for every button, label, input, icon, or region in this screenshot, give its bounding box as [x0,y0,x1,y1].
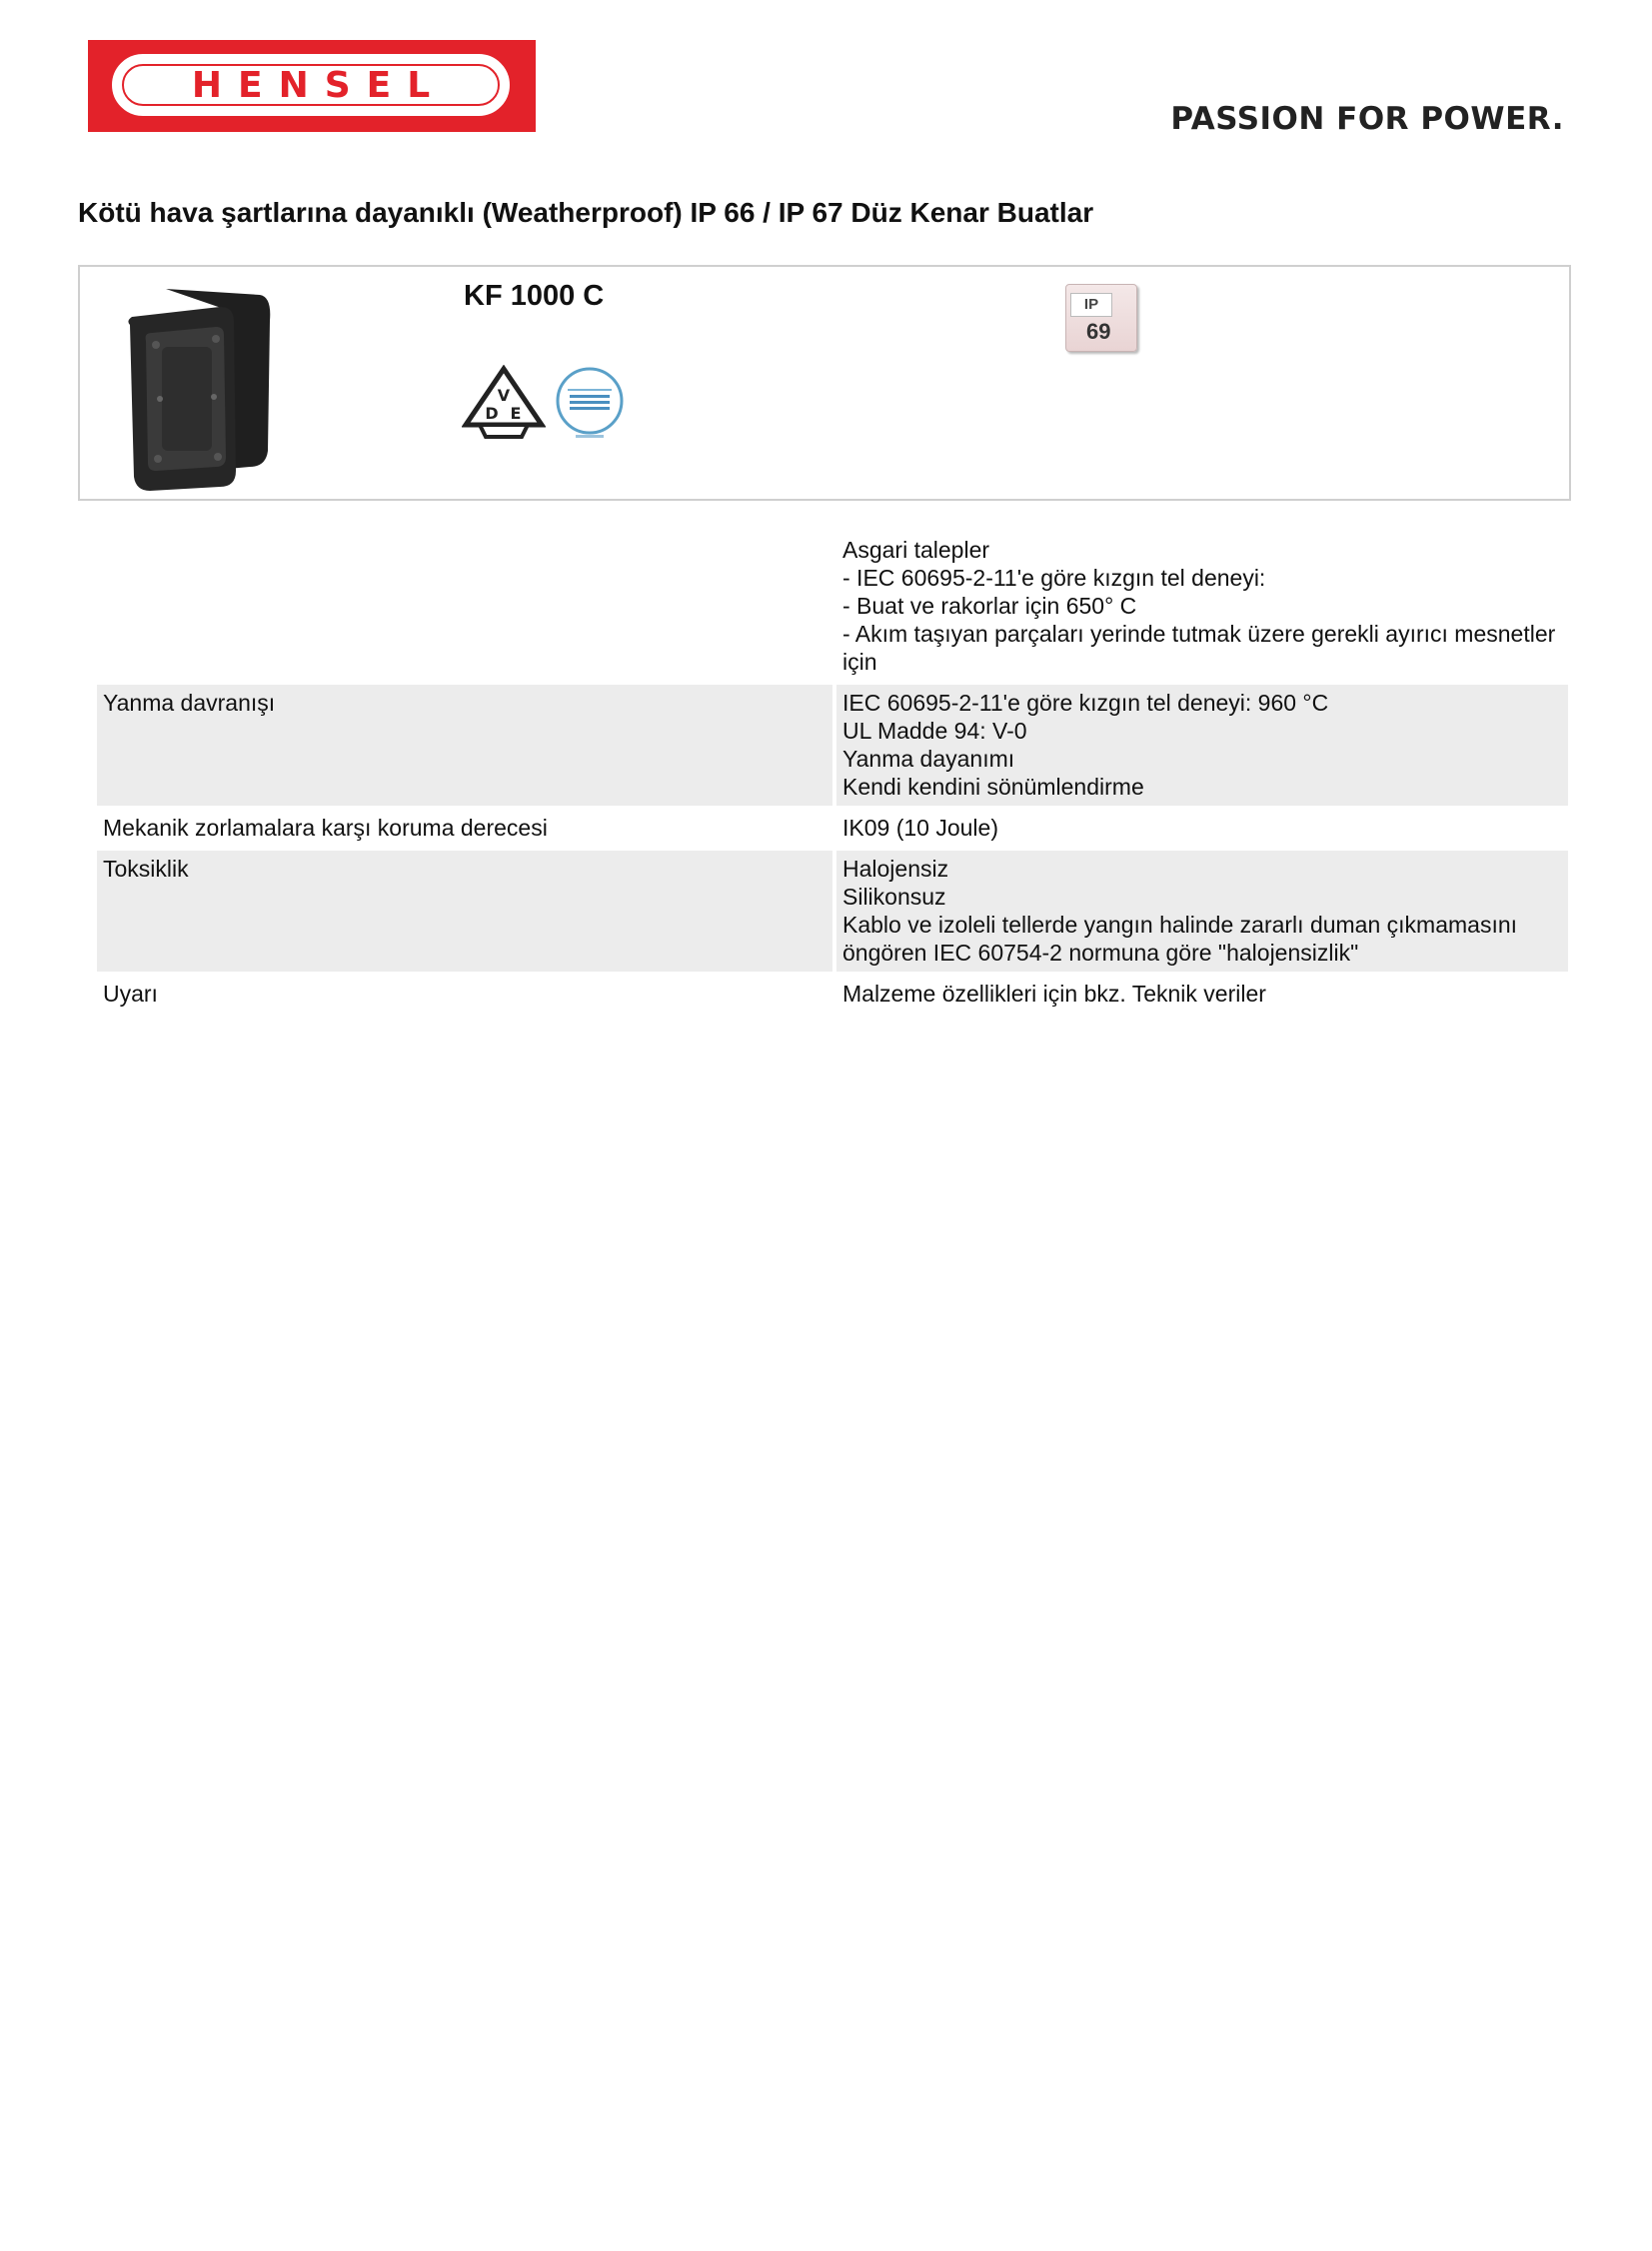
svg-text:E: E [510,404,522,423]
spec-value-line: Halojensiz [842,856,949,882]
spec-value-line: - IEC 60695-2-11'e göre kızgın tel deneyi: [842,565,1266,591]
spec-value [832,685,1568,806]
hensel-logo [88,40,536,132]
spec-value-line: - Buat ve rakorlar için 650° C [842,593,1137,619]
logo-text: HENSEL [191,65,447,106]
spec-value-line: Kendi kendini sönümlendirme [842,774,1144,800]
spec-value-line: - Akım taşıyan parçaları yerinde tutmak üzere gerekli ayırıcı mesnetler için [842,621,1556,675]
page-title: Kötü hava şartlarına dayanıklı (Weatherproof) IP 66 / IP 67 Düz Kenar Buatlar [78,197,1094,228]
spec-row [97,532,1568,681]
spec-value-line: IK09 (10 Joule) [842,815,998,841]
spec-row [97,851,1568,972]
spec-value-line: UL Madde 94: V-0 [842,718,1027,744]
spec-key: Toksiklik [97,851,832,972]
spec-value [832,976,1568,1013]
spec-key: Mekanik zorlamalara karşı koruma derecesi [103,815,548,841]
dnv-gl-certification-icon [554,365,626,441]
spec-value [832,532,1568,681]
spec-value [832,851,1568,972]
spec-table [97,528,1568,1017]
spec-value-line: Asgari talepler [842,537,990,563]
spec-row [97,810,1568,847]
product-image [110,281,280,491]
vde-certification-icon [462,365,546,441]
ip-label: IP [1070,293,1112,317]
spec-value-line: Yanma dayanımı [842,746,1015,772]
spec-value-line: Silikonsuz [842,884,946,910]
product-card [78,265,1571,501]
spec-value-line: IEC 60695-2-11'e göre kızgın tel deneyi: 960 °C [842,690,1329,716]
spec-value-line: Kablo ve izoleli tellerde yangın halinde zararlı duman çıkmamasını öngören IEC 60754-2 normuna göre "halojensizlik" [842,912,1518,966]
spec-key [97,532,832,681]
spec-key: Uyarı [103,981,158,1007]
spec-key: Yanma davranışı [97,685,832,806]
svg-text:D: D [485,404,499,423]
svg-text:V: V [497,386,511,405]
product-code: KF 1000 C [464,280,605,312]
slogan: PASSION FOR POWER. [1170,101,1564,137]
spec-row [97,976,1568,1013]
spec-row [97,685,1568,806]
spec-value [832,810,1568,847]
ip-rating-badge [1065,284,1137,352]
ip-value: 69 [1086,319,1111,344]
spec-value-line: Malzeme özellikleri için bkz. Teknik veriler [842,981,1266,1007]
